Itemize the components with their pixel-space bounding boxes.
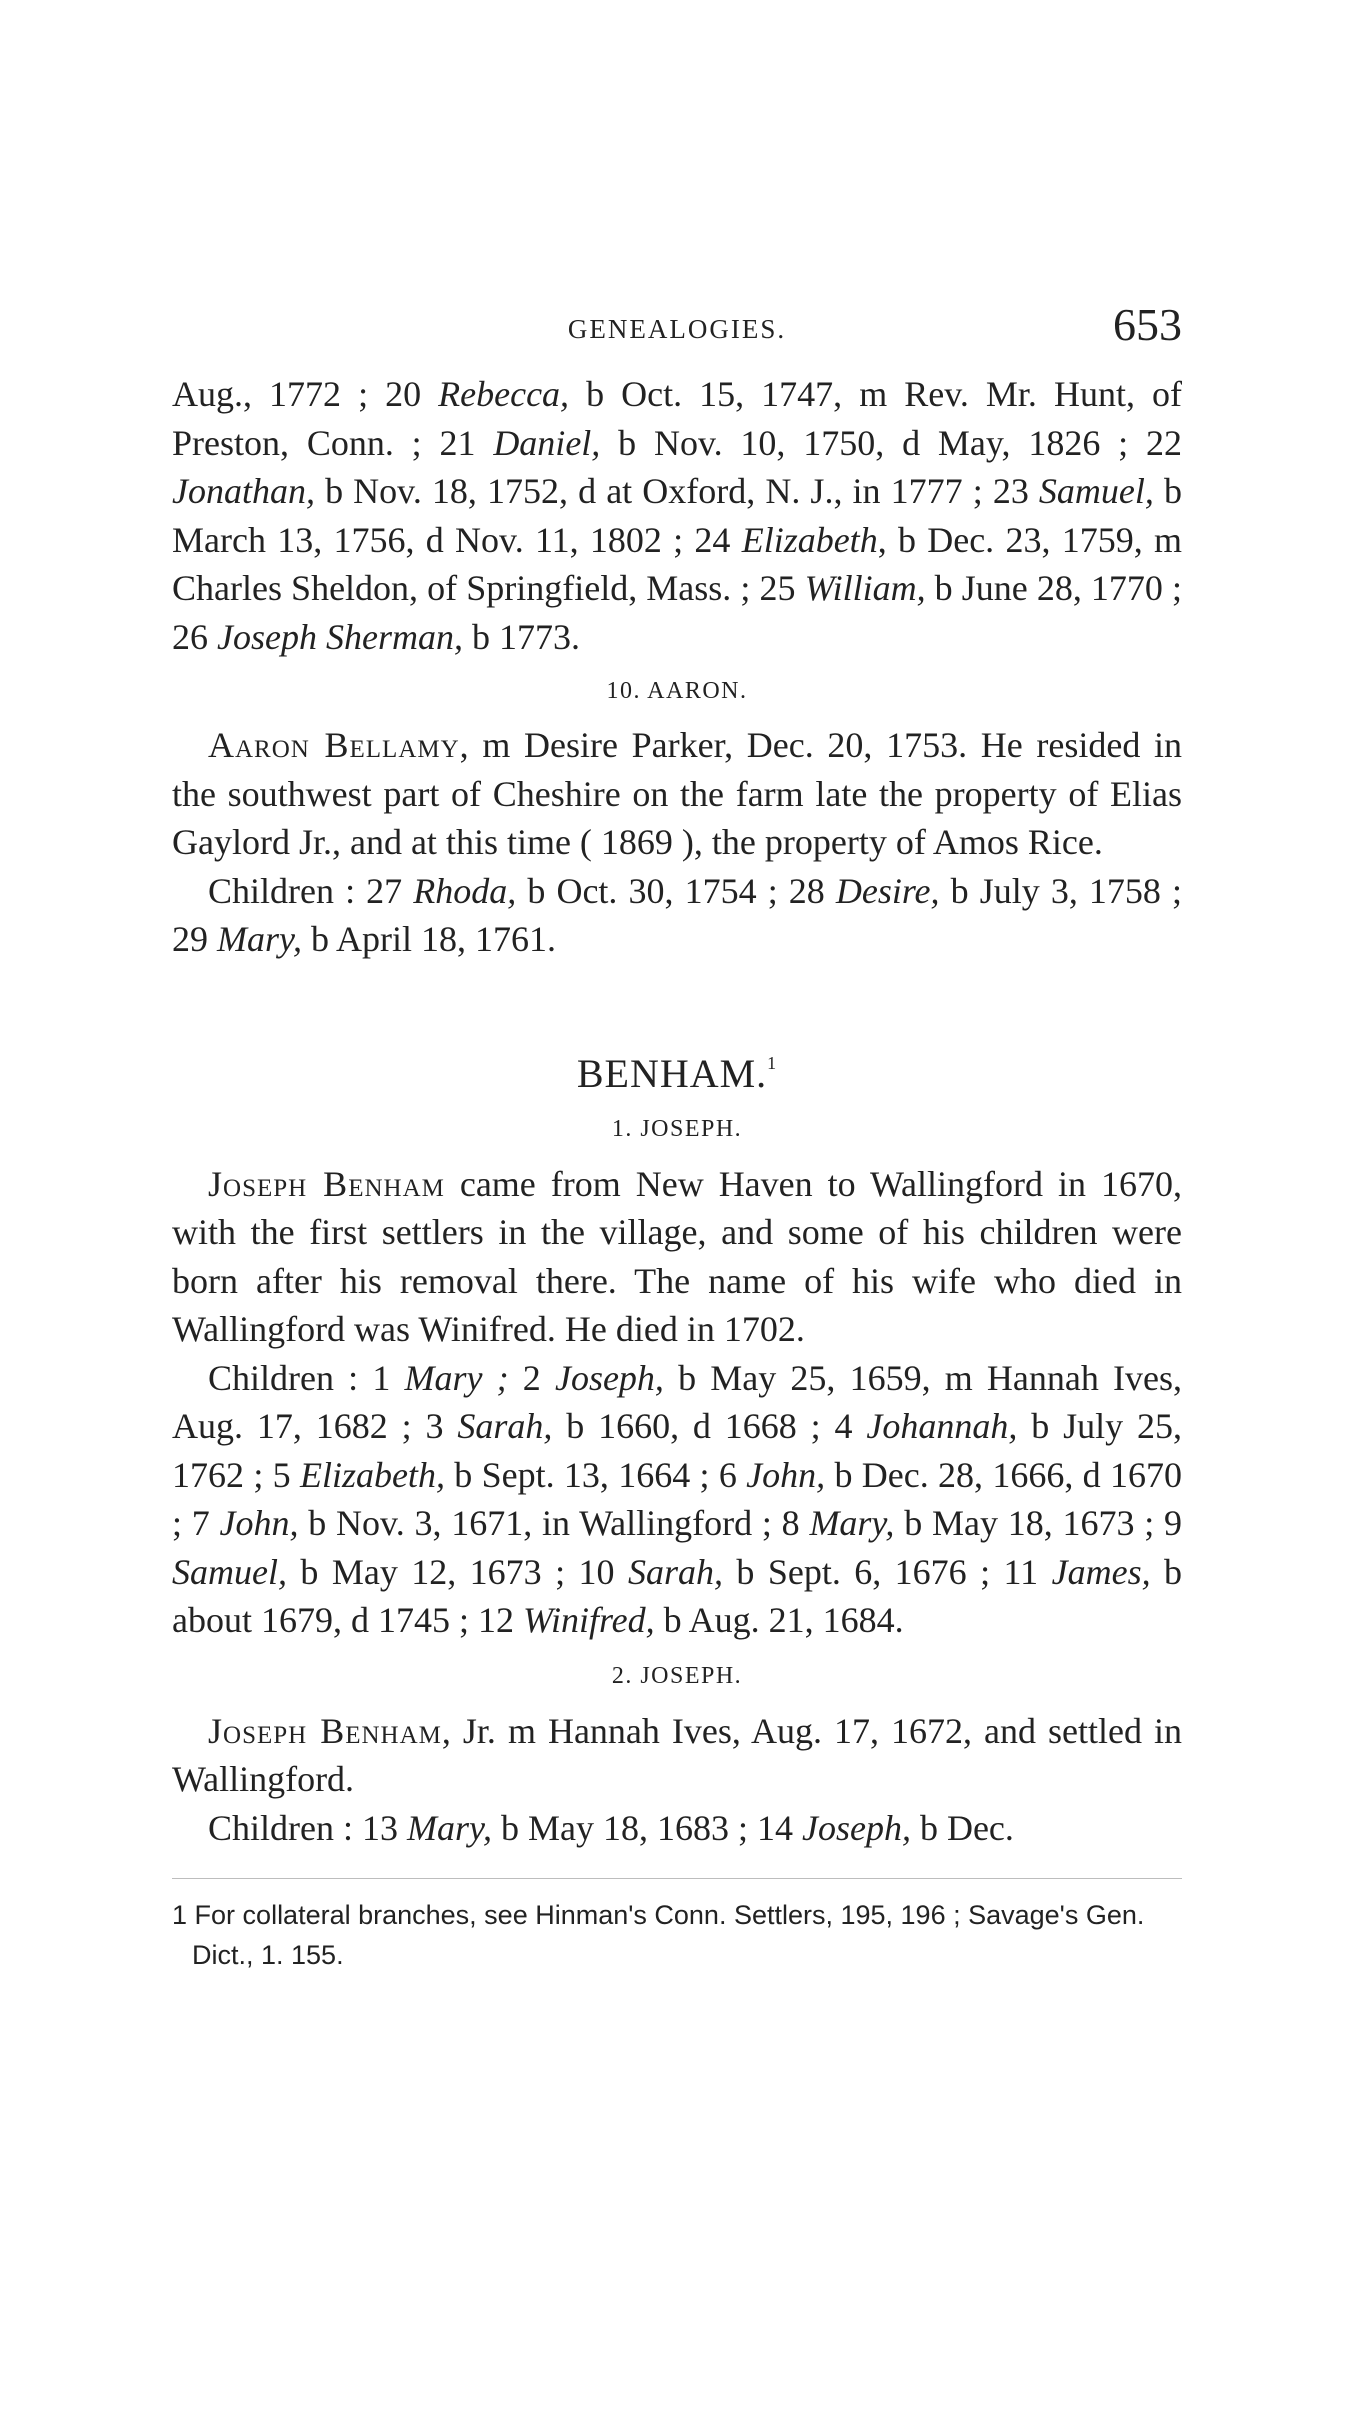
- joseph2-children: Children : 13 Mary, b May 18, 1683 ; 14 Joseph, b Dec.: [208, 1807, 1014, 1848]
- name-lead: Aaron Bellamy: [208, 725, 460, 765]
- footnote-mark: 1: [767, 1052, 778, 1073]
- italic-name: Joseph,: [554, 1357, 664, 1398]
- footnote-rule: [172, 1878, 1182, 1879]
- italic-name: James,: [1051, 1551, 1151, 1592]
- book-page: [172, 290, 1182, 1975]
- italic-name: Samuel,: [1038, 471, 1154, 511]
- italic-name: Elizabeth: [741, 519, 878, 560]
- section-heading-joseph-1: 1. JOSEPH.: [611, 1115, 743, 1142]
- italic-name: Joseph,: [801, 1807, 911, 1848]
- aaron-paragraph: [172, 721, 1182, 867]
- section-heading-joseph-2: 2. JOSEPH.: [611, 1662, 743, 1689]
- italic-name: Mary,: [406, 1807, 492, 1848]
- page-header: [172, 290, 1182, 370]
- continuation-paragraph: Aug., 1772 ; 20 Rebecca, b Oct. 15, 1747, m Rev. Mr. Hunt, of Preston, Conn. ; 21 Daniel, b Nov. 10, 1750, d May, 1826 ; 22 Jonathan, b Nov. 18, 1752, d at Oxford, N. J., in 1777 ; 23 Samuel, b March 13, 1756, d Nov. 11, 1802 ; 24 Elizabeth, b Dec. 23, 1759, m Charles Sheldon, of Springfield, Mass. ; 25 William, b June 28, 1770 ; 26 Joseph Sherman, b 1773.: [172, 374, 1183, 657]
- italic-name: Jonathan,: [172, 471, 315, 511]
- name-lead: Joseph Benham: [208, 1710, 442, 1751]
- italic-name: Rhoda,: [413, 870, 517, 911]
- family-heading: [172, 1028, 1182, 1098]
- section-heading-aaron: 10. AARON.: [606, 678, 748, 704]
- running-head: GENEALOGIES.: [567, 314, 787, 344]
- footnote-text: For collateral branches, see Hinman's Conn. Settlers, 195, 196 ; Savage's Gen. Dict., 1. 155.: [192, 1900, 1145, 1970]
- italic-name: Rebecca,: [438, 374, 570, 414]
- italic-name: Mary,: [217, 919, 302, 959]
- italic-name: Joseph Sherman,: [217, 616, 463, 657]
- italic-name: Sarah,: [627, 1551, 723, 1592]
- italic-name: Mary ;: [404, 1357, 509, 1398]
- italic-name: Desire,: [835, 870, 940, 911]
- name-lead: Joseph Benham: [208, 1163, 445, 1204]
- aaron-children: Children : 27 Rhoda, b Oct. 30, 1754 ; 28 Desire, b July 3, 1758 ; 29 Mary, b April 18, 1761.: [172, 870, 1183, 959]
- joseph2-paragraph: [172, 1707, 1182, 1804]
- joseph1-paragraph: [172, 1160, 1182, 1354]
- italic-name: William,: [804, 568, 926, 608]
- italic-name: Johannah,: [866, 1406, 1018, 1446]
- family-title: BENHAM.: [576, 1050, 768, 1096]
- italic-name: Samuel,: [172, 1551, 287, 1592]
- italic-name: Winifred,: [522, 1600, 655, 1640]
- paragraph-text: came from New Haven to Wallingford in 1670, with the first settlers in the village, and some of his children were born after his removal there. The name of his wife who died in Wallingford was Winifred. He died in 1702.: [172, 1163, 1182, 1349]
- italic-name: Mary,: [809, 1503, 895, 1543]
- joseph1-children: Children : 1 Mary ; 2 Joseph, b May 25, 1659, m Hannah Ives, Aug. 17, 1682 ; 3 Sarah, b 1660, d 1668 ; 4 Johannah, b July 25, 1762 ; 5 Elizabeth, b Sept. 13, 1664 ; 6 John, b Dec. 28, 1666, d 1670 ; 7 John, b Nov. 3, 1671, in Wallingford ; 8 Mary, b May 18, 1673 ; 9 Samuel, b May 12, 1673 ; 10 Sarah, b Sept. 6, 1676 ; 11 James, b about 1679, d 1745 ; 12 Winifred, b Aug. 21, 1684.: [172, 1357, 1183, 1640]
- italic-name: Elizabeth,: [299, 1454, 445, 1495]
- italic-name: Sarah,: [457, 1406, 553, 1446]
- footnote-number: 1: [172, 1900, 188, 1930]
- paragraph-text: , Jr. m Hannah Ives, Aug. 17, 1672, and settled in Wallingford.: [172, 1710, 1182, 1799]
- italic-name: Daniel,: [493, 422, 601, 463]
- page-number: 653: [1113, 299, 1182, 350]
- paragraph-text: , m Desire Parker, Dec. 20, 1753. He resided in the southwest part of Cheshire on the farm late the property of Elias Gaylord Jr., and at this time ( 1869 ), the property of Amos Rice.: [172, 725, 1182, 862]
- italic-name: John,: [746, 1454, 826, 1495]
- footnote: [172, 1895, 1182, 1975]
- italic-name: John,: [219, 1503, 299, 1543]
